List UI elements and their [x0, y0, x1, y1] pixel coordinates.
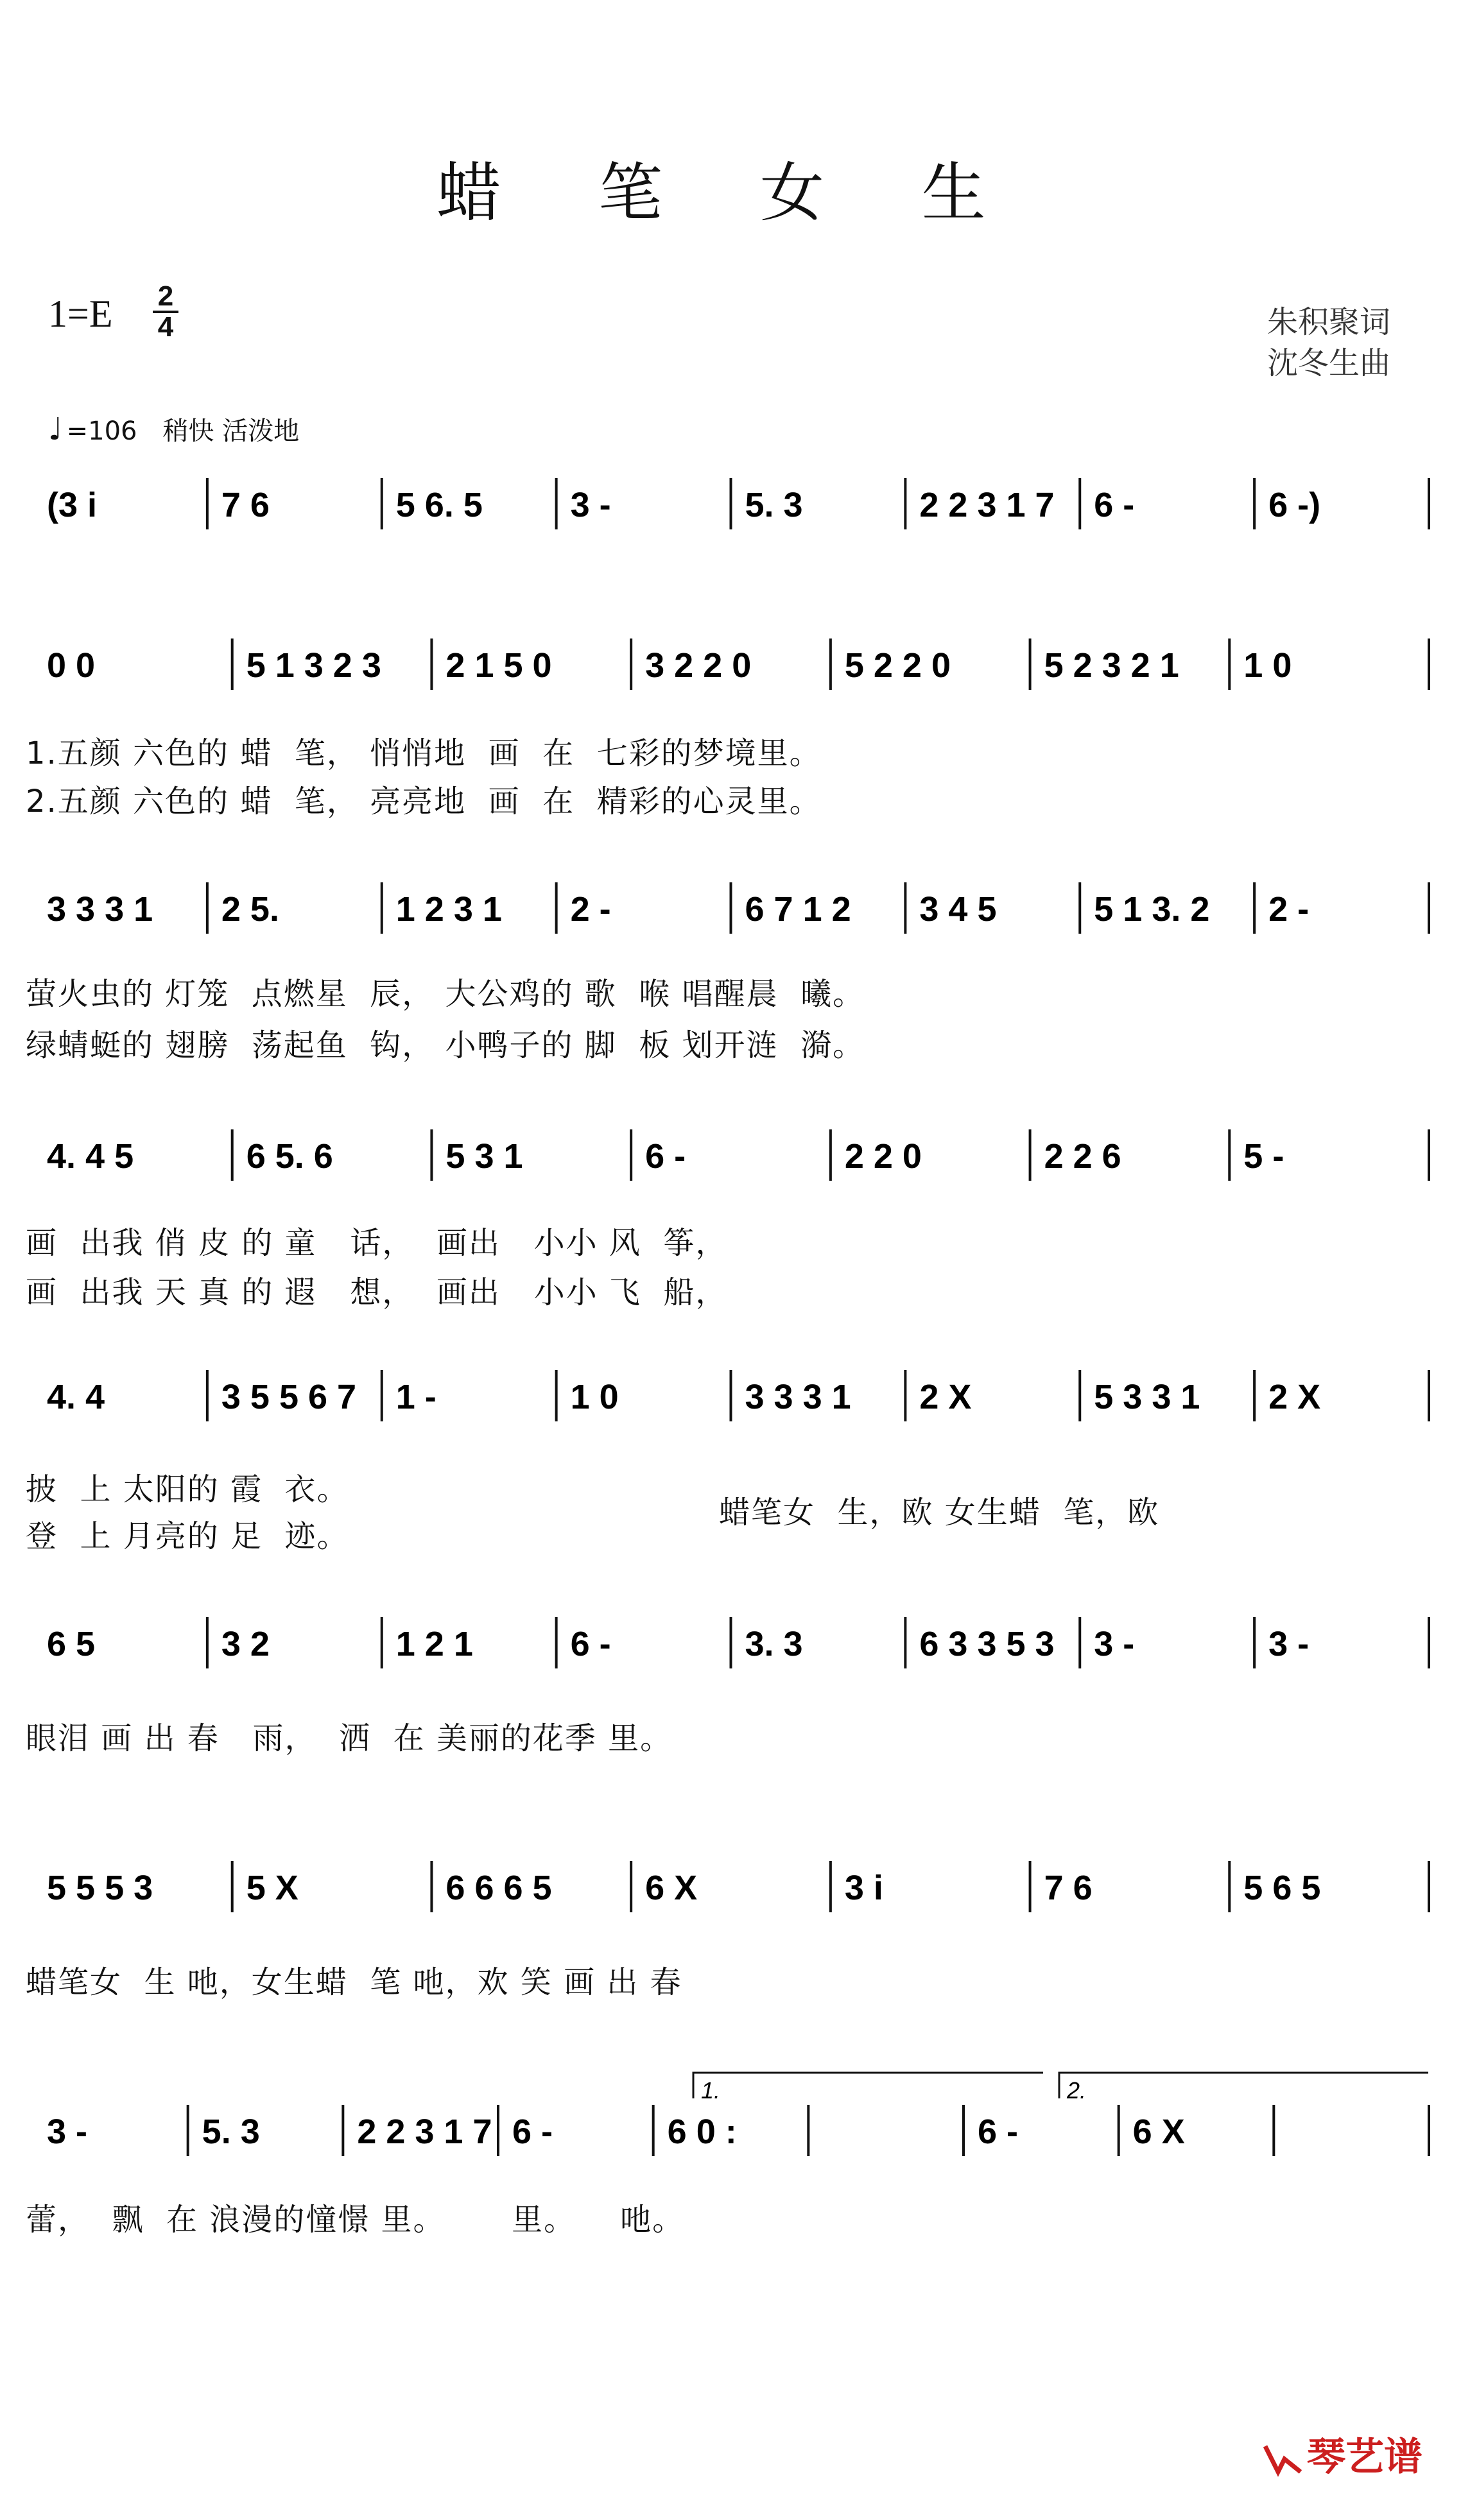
lyrics-row4-verse2: 画 出我 天 真 的 遐 想， 画出 小小 飞 船，	[26, 1274, 728, 1310]
tempo-description: 稍快 活泼地	[162, 416, 300, 446]
notation-measure: 2 -	[1268, 890, 1310, 929]
notation-measure: 0 0	[47, 646, 96, 685]
notation-measure: 2 2 6	[1044, 1137, 1121, 1176]
logo-mark-icon	[1262, 2440, 1307, 2478]
notation-measure: 6 -)	[1268, 486, 1321, 524]
notation-measure: 4. 4 5	[47, 1137, 134, 1176]
key-signature: 1=E	[48, 293, 113, 335]
song-title: 蜡 笔 女 生	[437, 155, 1024, 230]
time-denominator: 4	[157, 311, 174, 343]
notation-measure: 2 X	[919, 1378, 972, 1416]
notation-measure: 6 0 :	[667, 2113, 737, 2151]
notation-measure: 2 1 5 0	[445, 646, 552, 685]
notation-measure: 1 2 1	[395, 1625, 473, 1663]
notation-measure: 6 3 3 5 3	[919, 1625, 1055, 1663]
notation-measure: 5 3 3 1	[1094, 1378, 1200, 1416]
notation-measure: 5 2 2 0	[844, 646, 951, 685]
notation-measure: 5 6 5	[1243, 1869, 1321, 1907]
notation-measure: 2 2 3 1 7	[357, 2113, 492, 2151]
notation-measure: 5. 3	[745, 486, 803, 524]
notation-measure: 6 5. 6	[246, 1137, 333, 1176]
notation-measure: 1 -	[395, 1378, 437, 1416]
watermark-logo	[1262, 2426, 1422, 2481]
notation-measure: 3 -	[47, 2113, 88, 2151]
notation-measure: 1 2 3 1	[395, 890, 502, 929]
volta-bracket	[693, 2073, 1043, 2098]
lyrics-row5-verse2: 登 上 月亮的 足 迹。	[26, 1518, 349, 1554]
notation-measure: 6 X	[645, 1869, 698, 1907]
notation-measure: 5 2 3 2 1	[1044, 646, 1179, 685]
notation-measure: 3 5 5 6 7	[221, 1378, 357, 1416]
notation-measure: 5 1 3 2 3	[246, 646, 381, 685]
lyrics-row8: 蕾， 飘 在 浪漫的憧憬 里。 里。 吔。	[26, 2202, 685, 2238]
lyrics-row3-verse2: 绿蜻蜓的 翅膀 荡起鱼 钩， 小鸭子的 脚 板 划开涟 漪。	[26, 1027, 865, 1063]
notation-measure: 5 3 1	[445, 1137, 523, 1176]
notation-measure: 5 1 3. 2	[1094, 890, 1210, 929]
notation-measure: 3. 3	[745, 1625, 803, 1663]
notation-measure: 6 -	[645, 1137, 686, 1176]
notation-measure: 3 -	[1268, 1625, 1310, 1663]
notation-measure: 6 -	[570, 1625, 611, 1663]
notation-measure: 7 6	[221, 486, 270, 524]
notation-measure: 3 2	[221, 1625, 270, 1663]
volta-bracket	[1059, 2073, 1428, 2098]
lyrics-row5-verse1: 披 上 太阳的 霞 衣。	[26, 1471, 349, 1507]
notation-measure: 3 -	[570, 486, 611, 524]
notation-measure: 6 6 6 5	[445, 1869, 552, 1907]
lyrics-row5-chorus: 蜡笔女 生，欧 女生蜡 笔，欧	[719, 1495, 1160, 1530]
notation-measure: 2 -	[570, 890, 611, 929]
tempo-value: =106	[66, 416, 137, 446]
notation-measure: 3 4 5	[919, 890, 997, 929]
notation-measure: 3 i	[844, 1869, 883, 1907]
watermark-text: 琴艺谱	[1307, 2435, 1422, 2480]
notation-measure: 3 3 3 1	[745, 1378, 851, 1416]
notation-measure: 2 2 3 1 7	[919, 486, 1055, 524]
notation-measure: 4. 4	[47, 1378, 105, 1416]
notation-measure: 2 2 0	[844, 1137, 922, 1176]
notation-measure: 2 5.	[221, 890, 279, 929]
lyricist: 朱积聚词	[1266, 304, 1390, 340]
notation-measure: 5 6. 5	[395, 486, 483, 524]
composer: 沈冬生曲	[1266, 345, 1390, 381]
notation-measure: 6 5	[47, 1625, 96, 1663]
volta-label: 2.	[1067, 2077, 1087, 2104]
notation-measure: 5. 3	[202, 2113, 260, 2151]
notation-measure: 7 6	[1044, 1869, 1093, 1907]
quarter-note-icon: ♩	[48, 411, 63, 447]
notation-measure: 6 -	[978, 2113, 1019, 2151]
notation-measure: 6 X	[1132, 2113, 1185, 2151]
lyrics-row4-verse1: 画 出我 俏 皮 的 童 话， 画出 小小 风 筝，	[26, 1225, 728, 1261]
notation-measure: 3 2 2 0	[645, 646, 752, 685]
lyrics-row7: 蜡笔女 生 吔，女生蜡 笔 吔，欢 笑 画 出 春	[26, 1964, 682, 2000]
notation-measure: 1 0	[570, 1378, 619, 1416]
notation-measure: 3 3 3 1	[47, 890, 153, 929]
notation-measure: 1 0	[1243, 646, 1292, 685]
notation-measure: 3 -	[1094, 1625, 1135, 1663]
notation-measure: 2 X	[1268, 1378, 1321, 1416]
lyrics-row6: 眼泪 画 出 春 雨， 洒 在 美丽的花季 里。	[26, 1720, 673, 1756]
notation-measure: 5 5 5 3	[47, 1869, 153, 1907]
notation-measure: 6 7 1 2	[745, 890, 851, 929]
lyrics-row2-verse2: 2.五颜 六色的 蜡 笔， 亮亮地 画 在 精彩的心灵里。	[26, 784, 822, 819]
lyrics-row2-verse1: 1.五颜 六色的 蜡 笔， 悄悄地 画 在 七彩的梦境里。	[26, 735, 822, 771]
notation-measure: 6 -	[1094, 486, 1135, 524]
notation-measure: 6 -	[512, 2113, 553, 2151]
notation-measure: (3 i	[47, 486, 98, 524]
notation-measure: 5 -	[1243, 1137, 1284, 1176]
time-numerator: 2	[153, 282, 178, 313]
notation-measure: 5 X	[246, 1869, 298, 1907]
lyrics-row3-verse1: 萤火虫的 灯笼 点燃星 辰， 大公鸡的 歌 喉 唱醒晨 曦。	[26, 976, 865, 1012]
volta-label: 1.	[701, 2077, 721, 2104]
